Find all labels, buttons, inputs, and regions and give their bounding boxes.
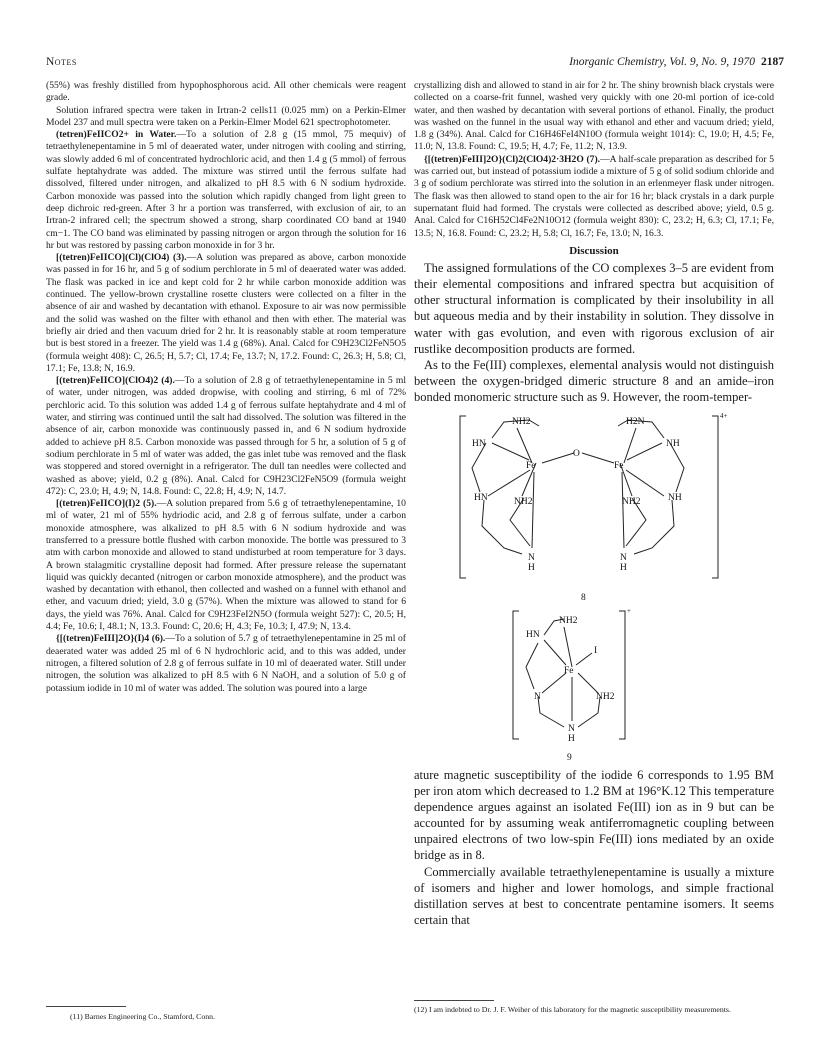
paragraph-text: —A half-scale preparation as described for 5 was carried out, but instead of potassium iodide a mixture of 5 g of solid sodium chloride and 3 g of sodium perchlorate was stirred into the solution in an erlenmeyer flask under nitrogen. The flask was then allowed to stand open to the air for 16 hr; black crystals in a dark purple supernatant fluid had formed. The crystals were collected as described above; yield, 0.5 g. Anal. Calcd for C16H52Cl4Fe2N10O12 (formula weight 830): C, 23.2; H, 6.3; Cl, 17.1; Fe, 13.5; N, 16.8. Found: C, 23.2; H, 5.8; Cl, 16.7; Fe, 13.0; N, 16.3. [414, 153, 774, 239]
paragraph: ature magnetic susceptibility of the iodide 6 corresponds to 1.95 BM per iron atom which decreased to 1.2 BM at 196°K.12 This temperature dependence argues against an isolated Fe(III) ion as in 9 but can be accounted for by assuming weak antiferromagnetic coupling between unpaired electrons of two low-spin Fe(III) ions mediated by an oxide bridge as in 8. [414, 768, 774, 863]
section-heading: [(tetren)FeIICO](ClO4)2 (4). [56, 375, 175, 387]
atom-label: H [568, 734, 575, 744]
atom-label: HN [526, 630, 540, 640]
paragraph: crystallizing dish and allowed to stand in air for 2 hr. The shiny brownish black crystals were collected on a coarse-frit funnel, washed very quickly with one 20-ml portion of ice-cold water, and then washed by decantation with several portions of ethanol. Finally, the product was washed on the funnel in the usual way with ethanol and ether and vacuum dried; yield, 1.8 g (34%). Anal. Calcd for C16H46FeI4N10O (formula weight 1014): C, 19.0; H, 4.5; Fe, 11.0; N, 13.8. Found: C, 19.5; H, 4.7; Fe, 11.2; N, 13.9. [414, 80, 774, 153]
footnote-rule [46, 1006, 126, 1007]
atom-label: H [620, 563, 627, 573]
atom-label: Fe [564, 666, 574, 676]
section-heading: [(tetren)FeIICO](Cl)(ClO4) (3). [56, 252, 187, 264]
atom-label: Fe [526, 461, 536, 471]
atom-label: NH2 [622, 497, 641, 507]
footnote-11: (11) Barnes Engineering Co., Stamford, Conn. [70, 1012, 216, 1021]
structure-number: 9 [567, 753, 572, 763]
paragraph-text: —A solution was prepared as above, carbon monoxide was passed in for 16 hr, and 5 g of sodium perchlorate in 5 ml of deaerated water was added. The flask was packed in ice and kept cold for 2 hr while carbon monoxide addition was continued. The yellow-brown crystalline rosette clusters were collected on a filter in the absence of air and washed by decantation with ethanol. Exposure to air was now permissible and the solid was washed on the filter with ethanol and then with ether. The material was briefly air dried and then vacuum dried for 2 hr. It is reasonably stable at room temperature but is best stored in a freezer. The yield was 1.4 g (68%). Anal. Calcd for C9H23Cl2FeN5O5 (formula weight 408): C, 26.5; H, 5.7; Cl, 17.4; Fe, 13.7; N, 17.2. Found: C, 26.3; H, 5.8; Cl, 17.1; Fe, 13.8; N, 16.9. [46, 252, 406, 374]
atom-label: N [534, 692, 541, 702]
paragraph: As to the Fe(III) complexes, elemental analysis would not distinguish between the oxygen-bridged dimeric structure 8 and an amide–iron bonded monomeric structure such as 9. However, the room-temper- [414, 357, 774, 404]
paragraph [46, 498, 406, 633]
atom-label: N [528, 553, 535, 563]
paragraph: (55%) was freshly distilled from hypophosphorous acid. All other chemicals were reagent grade. [46, 80, 406, 104]
structure-9-diagram [414, 605, 774, 765]
paragraph: The assigned formulations of the CO complexes 3–5 are evident from their elemental compositions and infrared spectra but acquisition of other structural information is complicated by their insolubility in all but aqueous media and by their instability in solution. They dissolve in water with gas evolution, and even with rigorous exclusion of air rustlike decomposition products are formed. [414, 261, 774, 356]
paragraph [414, 154, 774, 240]
paragraph: Solution infrared spectra were taken in Irtran-2 cells11 (0.025 mm) on a Perkin-Elmer Model 237 and mull spectra were taken on a Perkin-Elmer Model 621 spectrophotometer. [46, 104, 406, 128]
atom-label: H2N [626, 417, 645, 427]
paragraph [46, 375, 406, 498]
right-column [414, 80, 774, 928]
footnote-12: (12) I am indebted to Dr. J. F. Weiher of this laboratory for the magnetic susceptibility measurements. [414, 1005, 731, 1014]
atom-label: N [568, 724, 575, 734]
section-heading: (tetren)FeIICO2+ in Water. [56, 129, 177, 141]
footnote-rule [414, 1000, 494, 1001]
atom-label: I [594, 646, 598, 656]
atom-label: HN [472, 439, 486, 449]
section-heading: {[(tetren)FeIII]2O}(Cl)2(ClO4)2·3H2O (7). [424, 153, 601, 165]
charge-label: + [627, 607, 631, 615]
atom-label: NH [668, 493, 682, 503]
paragraph-text: —To a solution of 2.8 g (15 mmol, 75 mequiv) of tetraethylenepentamine in 5 ml of deaerated water, under nitrogen with cooling and stirring, was slowly added 6 ml of concentrated hydrochloric acid, and then 1.4 g (5 mmol) of ferrous sulfate heptahydrate was added. The mixture was stirred until the ferrous sulfate had dissolved, filtered under nitrogen, and alkalized to pH 8.5 with 6 N sodium hydroxide. Carbon monoxide was passed into the solution which rapidly changed from light green to deep dichroic red-green. After 3 hr a portion was transferred, with exclusion of air, to an Irtran-2 infrared cell; the spectrum showed a strong, sharp coordinated CO band at 1940 cm−1. The CO band was eliminated by passing nitrogen or argon through the solution for 16 hr but was restored by passing carbon monoxide in for 3 hr. [46, 129, 406, 251]
atom-label: O [573, 449, 580, 459]
running-header [46, 56, 784, 72]
atom-label: Fe [614, 461, 624, 471]
section-heading: [(tetren)FeIICO](I)2 (5). [56, 498, 157, 510]
page-number: 2187 [761, 56, 784, 68]
atom-label: NH2 [514, 497, 533, 507]
section-heading: {[(tetren)FeIII]2O}(I)4 (6). [56, 633, 166, 645]
atom-label: N [620, 553, 627, 563]
paragraph-text: —To a solution of 5.7 g of tetraethylenepentamine in 25 ml of deaerated water was added 25 ml of 6 N hydrochloric acid, and to this was added, under nitrogen, a filtered solution of 2.8 g of ferrous sulfate in 10 ml of deaerated water. Still under nitrogen, the solution was alkalized to pH 8.5 with 6 N NaOH, and a solution of 5.0 g of potassium iodide in 10 ml of water was added. The solution was poured into a large [46, 633, 406, 694]
atom-label: NH [666, 439, 680, 449]
discussion-heading: Discussion [569, 244, 619, 257]
paragraph [46, 252, 406, 375]
charge-label: 4+ [720, 412, 728, 420]
atom-label: NH2 [512, 417, 531, 427]
paragraph-text: —A solution prepared from 5.6 g of tetraethylenepentamine, 10 ml of water, 21 ml of 55% hydriodic acid, and 2.8 g of ferrous sulfate, under a carbon monoxide atmosphere, was alkalized to pH 8.5 with 6 N sodium hydroxide and was transferred to a pressure bottle flushed with carbon monoxide. The bottle was pressured to 3 atm with carbon monoxide and allowed to stand undisturbed at room temperature for 3 days. A brown stalagmitic crystalline deposit had formed. After pressure release the supernatant liquid was quickly decanted (nitrogen or carbon monoxide atmosphere), and the product was washed by decantation with ethanol, then collected and washed on a funnel with ethanol and ether, and vacuum dried; yield, 3.0 g (57%). When the mixture was allowed to stand for 6 days, the yield was 76%. Anal. Calcd for C9H23FeI2N5O (formula weight 527): C, 20.5; H, 4.4; Fe, 10.6; I, 48.1; N, 13.3. Found: C, 20.6; H, 4.3; Fe, 10.3; I, 47.9; N, 13.4. [46, 498, 406, 633]
section-label: Notes [46, 56, 77, 68]
paragraph: Commercially available tetraethylenepentamine is usually a mixture of isomers and higher and lower homologs, and simple fractional distillation serves at best to concentrate pentamine isomers. It seems certain that [414, 864, 774, 927]
atom-label: H [528, 563, 535, 573]
paragraph [46, 129, 406, 252]
structure-8-diagram [414, 408, 774, 603]
paragraph-text: —To a solution of 2.8 g of tetraethylenepentamine in 5 ml of water, under nitrogen, was added dropwise, with cooling and stirring, 6 ml of 72% perchloric acid. To this solution was added 1.4 g of ferrous sulfate heptahydrate and 4 ml of water, and stirring was continued until the salt had dissolved. The solution was filtered in the absence of air, carbon monoxide was continuously passed in, and 6 N sodium hydroxide added to achieve pH 8.5. Carbon monoxide was passed through for 5 hr, a solution of 5 g of sodium perchlorate in 5 ml of water was added, the gas inlet tube was removed and the flask was stoppered and stored overnight in a refrigerator. The dull tan needles were collected and washed as above; yield, 0.2 g (8%). Anal. Calcd for C9H23Cl2FeN5O9 (formula weight 472): C, 23.0; H, 4.9; N, 14.8. Found: C, 22.8; H, 4.9; N, 14.7. [46, 375, 406, 497]
journal-name: Inorganic Chemistry, Vol. 9, No. 9, 1970 [569, 56, 755, 68]
atom-label: NH2 [596, 692, 615, 702]
atom-label: NH2 [559, 616, 578, 626]
left-column [46, 80, 406, 695]
structure-number: 8 [581, 593, 586, 603]
paragraph [46, 633, 406, 694]
atom-label: HN [474, 493, 488, 503]
journal-citation [569, 56, 784, 68]
